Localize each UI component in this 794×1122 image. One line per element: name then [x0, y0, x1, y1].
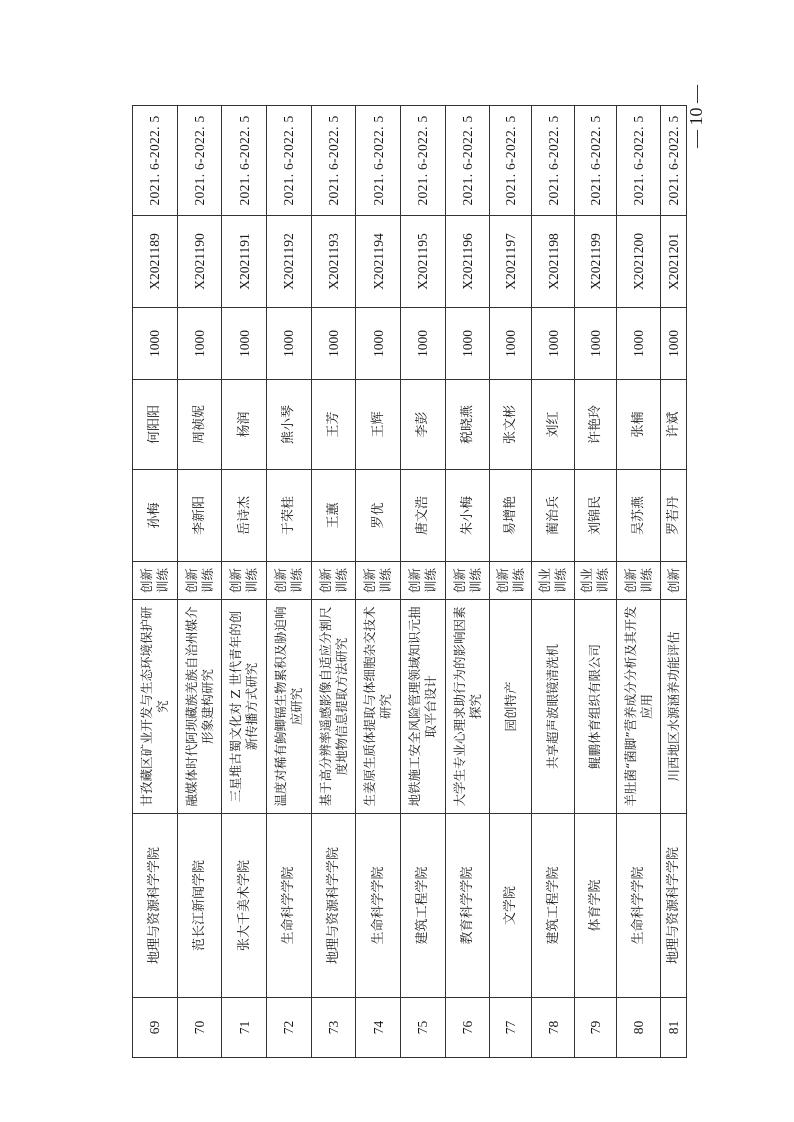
rotated-table-wrapper [132, 106, 687, 1058]
row-number-cell: 74 [356, 998, 401, 1058]
project-code-cell: X2021199 [574, 216, 616, 308]
college-cell: 生命科学学院 [267, 814, 312, 998]
table-row [661, 106, 687, 1058]
advisor-cell: 李彭 [401, 380, 446, 470]
period-cell: 2021. 6-2022. 5 [356, 106, 401, 216]
funding-cell: 1000 [490, 308, 532, 380]
table-row [356, 106, 401, 1058]
funding-cell: 1000 [574, 308, 616, 380]
project-leader-cell: 刘锦民 [574, 470, 616, 562]
row-number-cell: 72 [267, 998, 312, 1058]
table-row [490, 106, 532, 1058]
project-code-cell: X2021192 [267, 216, 312, 308]
funding-cell: 1000 [532, 308, 574, 380]
funding-cell: 1000 [401, 308, 446, 380]
project-leader-cell: 朱小梅 [445, 470, 490, 562]
project-title-cell: 生姜原生质体提取与体细胞杂交技术研究 [356, 600, 401, 814]
project-code-cell: X2021190 [177, 216, 222, 308]
row-number-cell: 77 [490, 998, 532, 1058]
advisor-cell: 王芳 [311, 380, 356, 470]
project-type-cell: 创新训练 [401, 562, 446, 600]
college-cell: 地理与资源科学学院 [661, 814, 687, 998]
funding-cell: 1000 [616, 308, 661, 380]
college-cell: 张大千美术学院 [222, 814, 267, 998]
advisor-cell: 刘红 [532, 380, 574, 470]
project-leader-cell: 蔺治兵 [532, 470, 574, 562]
advisor-cell: 许艳玲 [574, 380, 616, 470]
project-leader-cell: 李新阳 [177, 470, 222, 562]
row-number-cell: 76 [445, 998, 490, 1058]
row-number-cell: 80 [616, 998, 661, 1058]
row-number-cell: 81 [661, 998, 687, 1058]
table-row [532, 106, 574, 1058]
funding-cell: 1000 [661, 308, 687, 380]
advisor-cell: 张楠 [616, 380, 661, 470]
project-type-cell: 创新训练 [177, 562, 222, 600]
project-title-cell: 融媒体时代阿坝藏族羌族自治州媒介形象建构研究 [177, 600, 222, 814]
period-cell: 2021. 6-2022. 5 [133, 106, 178, 216]
project-code-cell: X2021191 [222, 216, 267, 308]
project-type-cell: 创新训练 [267, 562, 312, 600]
college-cell: 体育学院 [574, 814, 616, 998]
college-cell: 范长江新闻学院 [177, 814, 222, 998]
college-cell: 地理与资源科学学院 [133, 814, 178, 998]
row-number-cell: 73 [311, 998, 356, 1058]
period-cell: 2021. 6-2022. 5 [490, 106, 532, 216]
project-leader-cell: 唐文浩 [401, 470, 446, 562]
project-type-cell: 创业训练 [574, 562, 616, 600]
project-title-cell: 温度对稀有鮈鲫镉生物累积及胁迫响应研究 [267, 600, 312, 814]
project-title-cell: 园创特产 [490, 600, 532, 814]
advisor-cell: 王辉 [356, 380, 401, 470]
project-code-cell: X2021201 [661, 216, 687, 308]
row-number-cell: 69 [133, 998, 178, 1058]
table-row [401, 106, 446, 1058]
project-title-cell: 大学生专业心理求助行为的影响因素探究 [445, 600, 490, 814]
funding-cell: 1000 [177, 308, 222, 380]
project-title-cell: 三星堆古蜀文化对 Z 世代青年的创新传播方式研究 [222, 600, 267, 814]
funding-cell: 1000 [445, 308, 490, 380]
project-code-cell: X2021195 [401, 216, 446, 308]
funding-cell: 1000 [267, 308, 312, 380]
project-type-cell: 创新训练 [311, 562, 356, 600]
project-title-cell: 鲲鹏体育组织有限公司 [574, 600, 616, 814]
period-cell: 2021. 6-2022. 5 [616, 106, 661, 216]
advisor-cell: 税晓燕 [445, 380, 490, 470]
advisor-cell: 熊小琴 [267, 380, 312, 470]
college-cell: 教育科学学院 [445, 814, 490, 998]
college-cell: 建筑工程学院 [401, 814, 446, 998]
period-cell: 2021. 6-2022. 5 [532, 106, 574, 216]
project-type-cell: 创新训练 [616, 562, 661, 600]
table-row [267, 106, 312, 1058]
row-number-cell: 70 [177, 998, 222, 1058]
college-cell: 建筑工程学院 [532, 814, 574, 998]
project-title-cell: 川西地区水源涵养功能评估 [661, 600, 687, 814]
college-cell: 地理与资源科学学院 [311, 814, 356, 998]
table-row [445, 106, 490, 1058]
table-row [133, 106, 178, 1058]
advisor-cell: 许斌 [661, 380, 687, 470]
period-cell: 2021. 6-2022. 5 [401, 106, 446, 216]
funding-cell: 1000 [311, 308, 356, 380]
project-leader-cell: 罗若丹 [661, 470, 687, 562]
project-type-cell: 创新训练 [222, 562, 267, 600]
project-leader-cell: 王蕙 [311, 470, 356, 562]
project-table [132, 105, 687, 1058]
project-leader-cell: 岳诗杰 [222, 470, 267, 562]
project-code-cell: X2021200 [616, 216, 661, 308]
row-number-cell: 75 [401, 998, 446, 1058]
project-code-cell: X2021198 [532, 216, 574, 308]
project-type-cell: 创新训练 [445, 562, 490, 600]
project-leader-cell: 罗优 [356, 470, 401, 562]
college-cell: 生命科学学院 [616, 814, 661, 998]
advisor-cell: 周祯妮 [177, 380, 222, 470]
project-code-cell: X2021194 [356, 216, 401, 308]
project-type-cell: 创新训练 [133, 562, 178, 600]
project-title-cell: 甘孜藏区矿业开发与生态环境保护研究 [133, 600, 178, 814]
funding-cell: 1000 [222, 308, 267, 380]
page-number: — 10 — [686, 85, 706, 148]
project-leader-cell: 吴苏燕 [616, 470, 661, 562]
project-code-cell: X2021196 [445, 216, 490, 308]
project-leader-cell: 孙梅 [133, 470, 178, 562]
table-row [311, 106, 356, 1058]
period-cell: 2021. 6-2022. 5 [445, 106, 490, 216]
period-cell: 2021. 6-2022. 5 [222, 106, 267, 216]
project-type-cell: 创业训练 [532, 562, 574, 600]
college-cell: 生命科学学院 [356, 814, 401, 998]
table-row [177, 106, 222, 1058]
period-cell: 2021. 6-2022. 5 [177, 106, 222, 216]
period-cell: 2021. 6-2022. 5 [661, 106, 687, 216]
project-leader-cell: 于荣桂 [267, 470, 312, 562]
row-number-cell: 79 [574, 998, 616, 1058]
advisor-cell: 杨润 [222, 380, 267, 470]
advisor-cell: 何阳阳 [133, 380, 178, 470]
project-leader-cell: 易增艳 [490, 470, 532, 562]
project-title-cell: 地铁施工安全风险管理领域知识元抽取平台设计 [401, 600, 446, 814]
period-cell: 2021. 6-2022. 5 [267, 106, 312, 216]
college-cell: 文学院 [490, 814, 532, 998]
table-row [574, 106, 616, 1058]
row-number-cell: 78 [532, 998, 574, 1058]
table-row [222, 106, 267, 1058]
advisor-cell: 张文彬 [490, 380, 532, 470]
funding-cell: 1000 [356, 308, 401, 380]
project-code-cell: X2021197 [490, 216, 532, 308]
project-type-cell: 创新训练 [490, 562, 532, 600]
project-title-cell: 共享超声波眼镜清洗机 [532, 600, 574, 814]
funding-cell: 1000 [133, 308, 178, 380]
project-title-cell: 基于高分辨率遥感影像自适应分割尺度地物信息提取方法研究 [311, 600, 356, 814]
table-row [616, 106, 661, 1058]
project-type-cell: 创新训练 [356, 562, 401, 600]
table-body [133, 106, 687, 1058]
project-code-cell: X2021189 [133, 216, 178, 308]
row-number-cell: 71 [222, 998, 267, 1058]
project-title-cell: 羊肚菌“菌脚”营养成分分析及其开发应用 [616, 600, 661, 814]
period-cell: 2021. 6-2022. 5 [311, 106, 356, 216]
period-cell: 2021. 6-2022. 5 [574, 106, 616, 216]
project-code-cell: X2021193 [311, 216, 356, 308]
project-type-cell: 创新 [661, 562, 687, 600]
